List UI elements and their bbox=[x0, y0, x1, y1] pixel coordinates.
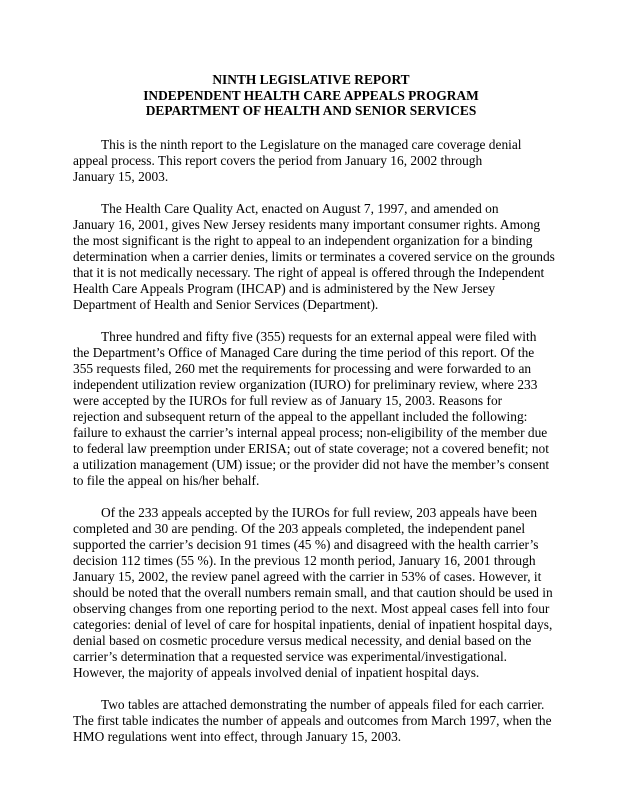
text-line: Three hundred and fifty five (355) requests for an external appeal were filed with bbox=[101, 328, 537, 344]
paragraph-appeal-outcomes bbox=[73, 504, 553, 681]
text-line: HMO regulations went into effect, through January 15, 2003. bbox=[73, 728, 402, 744]
text-line: were accepted by the IUROs for full review as of January 15, 2003. Reasons for bbox=[73, 392, 503, 408]
text-line: rejection and subsequent return of the appeal to the appellant included the following: bbox=[73, 408, 528, 424]
spacer bbox=[73, 313, 549, 329]
spacer bbox=[73, 489, 549, 505]
text-line: This is the ninth report to the Legislature on the managed care coverage denial bbox=[101, 136, 522, 152]
heading-line-3: DEPARTMENT OF HEALTH AND SENIOR SERVICES bbox=[145, 103, 477, 119]
text-line: The Health Care Quality Act, enacted on August 7, 1997, and amended on bbox=[101, 200, 499, 216]
spacer bbox=[73, 681, 549, 697]
spacer bbox=[73, 185, 549, 201]
text-line: observing changes from one reporting period to the next. Most appeal cases fell into four bbox=[73, 600, 550, 616]
text-line: However, the majority of appeals involved denial of inpatient hospital days. bbox=[73, 664, 480, 680]
paragraph-health-care-quality-act bbox=[73, 200, 555, 313]
text-line: that it is not medically necessary. The right of appeal is offered through the Independent bbox=[73, 264, 545, 280]
heading-line-2: INDEPENDENT HEALTH CARE APPEALS PROGRAM bbox=[143, 87, 479, 103]
text-line: to file the appeal on his/her behalf. bbox=[73, 472, 260, 488]
text-line: denial based on cosmetic procedure versus medical necessity, and denial based on the bbox=[73, 632, 532, 648]
report-page bbox=[73, 72, 555, 745]
text-line: independent utilization review organization (IURO) for preliminary review, where 233 bbox=[73, 376, 538, 392]
text-line: determination when a carrier denies, limits or terminates a covered service on the grounds bbox=[73, 248, 555, 264]
text-line: January 15, 2002, the review panel agreed with the carrier in 53% of cases. However, it bbox=[73, 568, 542, 584]
text-line: categories: denial of level of care for hospital inpatients, denial of inpatient hospital days, bbox=[73, 616, 553, 632]
text-line: Health Care Appeals Program (IHCAP) and is administered by the New Jersey bbox=[73, 280, 496, 296]
heading-line-1: NINTH LEGISLATIVE REPORT bbox=[212, 72, 410, 87]
paragraph-appeal-requests bbox=[73, 329, 549, 489]
text-line: January 15, 2003. bbox=[73, 168, 169, 184]
text-line: January 16, 2001, gives New Jersey residents many important consumer rights. Among bbox=[73, 216, 541, 232]
text-line: 355 requests filed, 260 met the requirements for processing and were forwarded to an bbox=[73, 360, 532, 376]
text-line: Of the 233 appeals accepted by the IUROs for full review, 203 appeals have been bbox=[101, 504, 538, 520]
text-line: The first table indicates the number of appeals and outcomes from March 1997, when the bbox=[73, 712, 552, 728]
text-line: Two tables are attached demonstrating the number of appeals filed for each carrier. bbox=[101, 696, 545, 712]
report-heading bbox=[73, 72, 549, 119]
spacer bbox=[73, 119, 549, 137]
text-line: the Department’s Office of Managed Care during the time period of this report. Of the bbox=[73, 344, 535, 360]
text-line: completed and 30 are pending. Of the 203 appeals completed, the independent panel bbox=[73, 520, 526, 536]
text-line: the most significant is the right to appeal to an independent organization for a binding bbox=[73, 232, 533, 248]
text-line: supported the carrier’s decision 91 times (45 %) and disagreed with the health carrier’s bbox=[73, 536, 539, 552]
paragraph-intro bbox=[73, 137, 549, 185]
text-line: a utilization management (UM) issue; or the provider did not have the member’s consent bbox=[73, 456, 550, 472]
text-line: failure to exhaust the carrier’s internal appeal process; non-eligibility of the member due bbox=[73, 424, 548, 440]
text-line: should be noted that the overall numbers remain small, and that caution should be used in bbox=[73, 584, 553, 600]
text-line: to federal law preemption under ERISA; out of state coverage; not a covered benefit; not bbox=[73, 440, 549, 456]
text-line: Department of Health and Senior Services (Department). bbox=[73, 296, 379, 312]
text-line: decision 112 times (55 %). In the previous 12 month period, January 16, 2001 through bbox=[73, 552, 536, 568]
text-line: appeal process. This report covers the period from January 16, 2002 through bbox=[73, 152, 483, 168]
text-line: carrier’s determination that a requested service was experimental/investigational. bbox=[73, 648, 508, 664]
paragraph-tables-note bbox=[73, 696, 552, 745]
